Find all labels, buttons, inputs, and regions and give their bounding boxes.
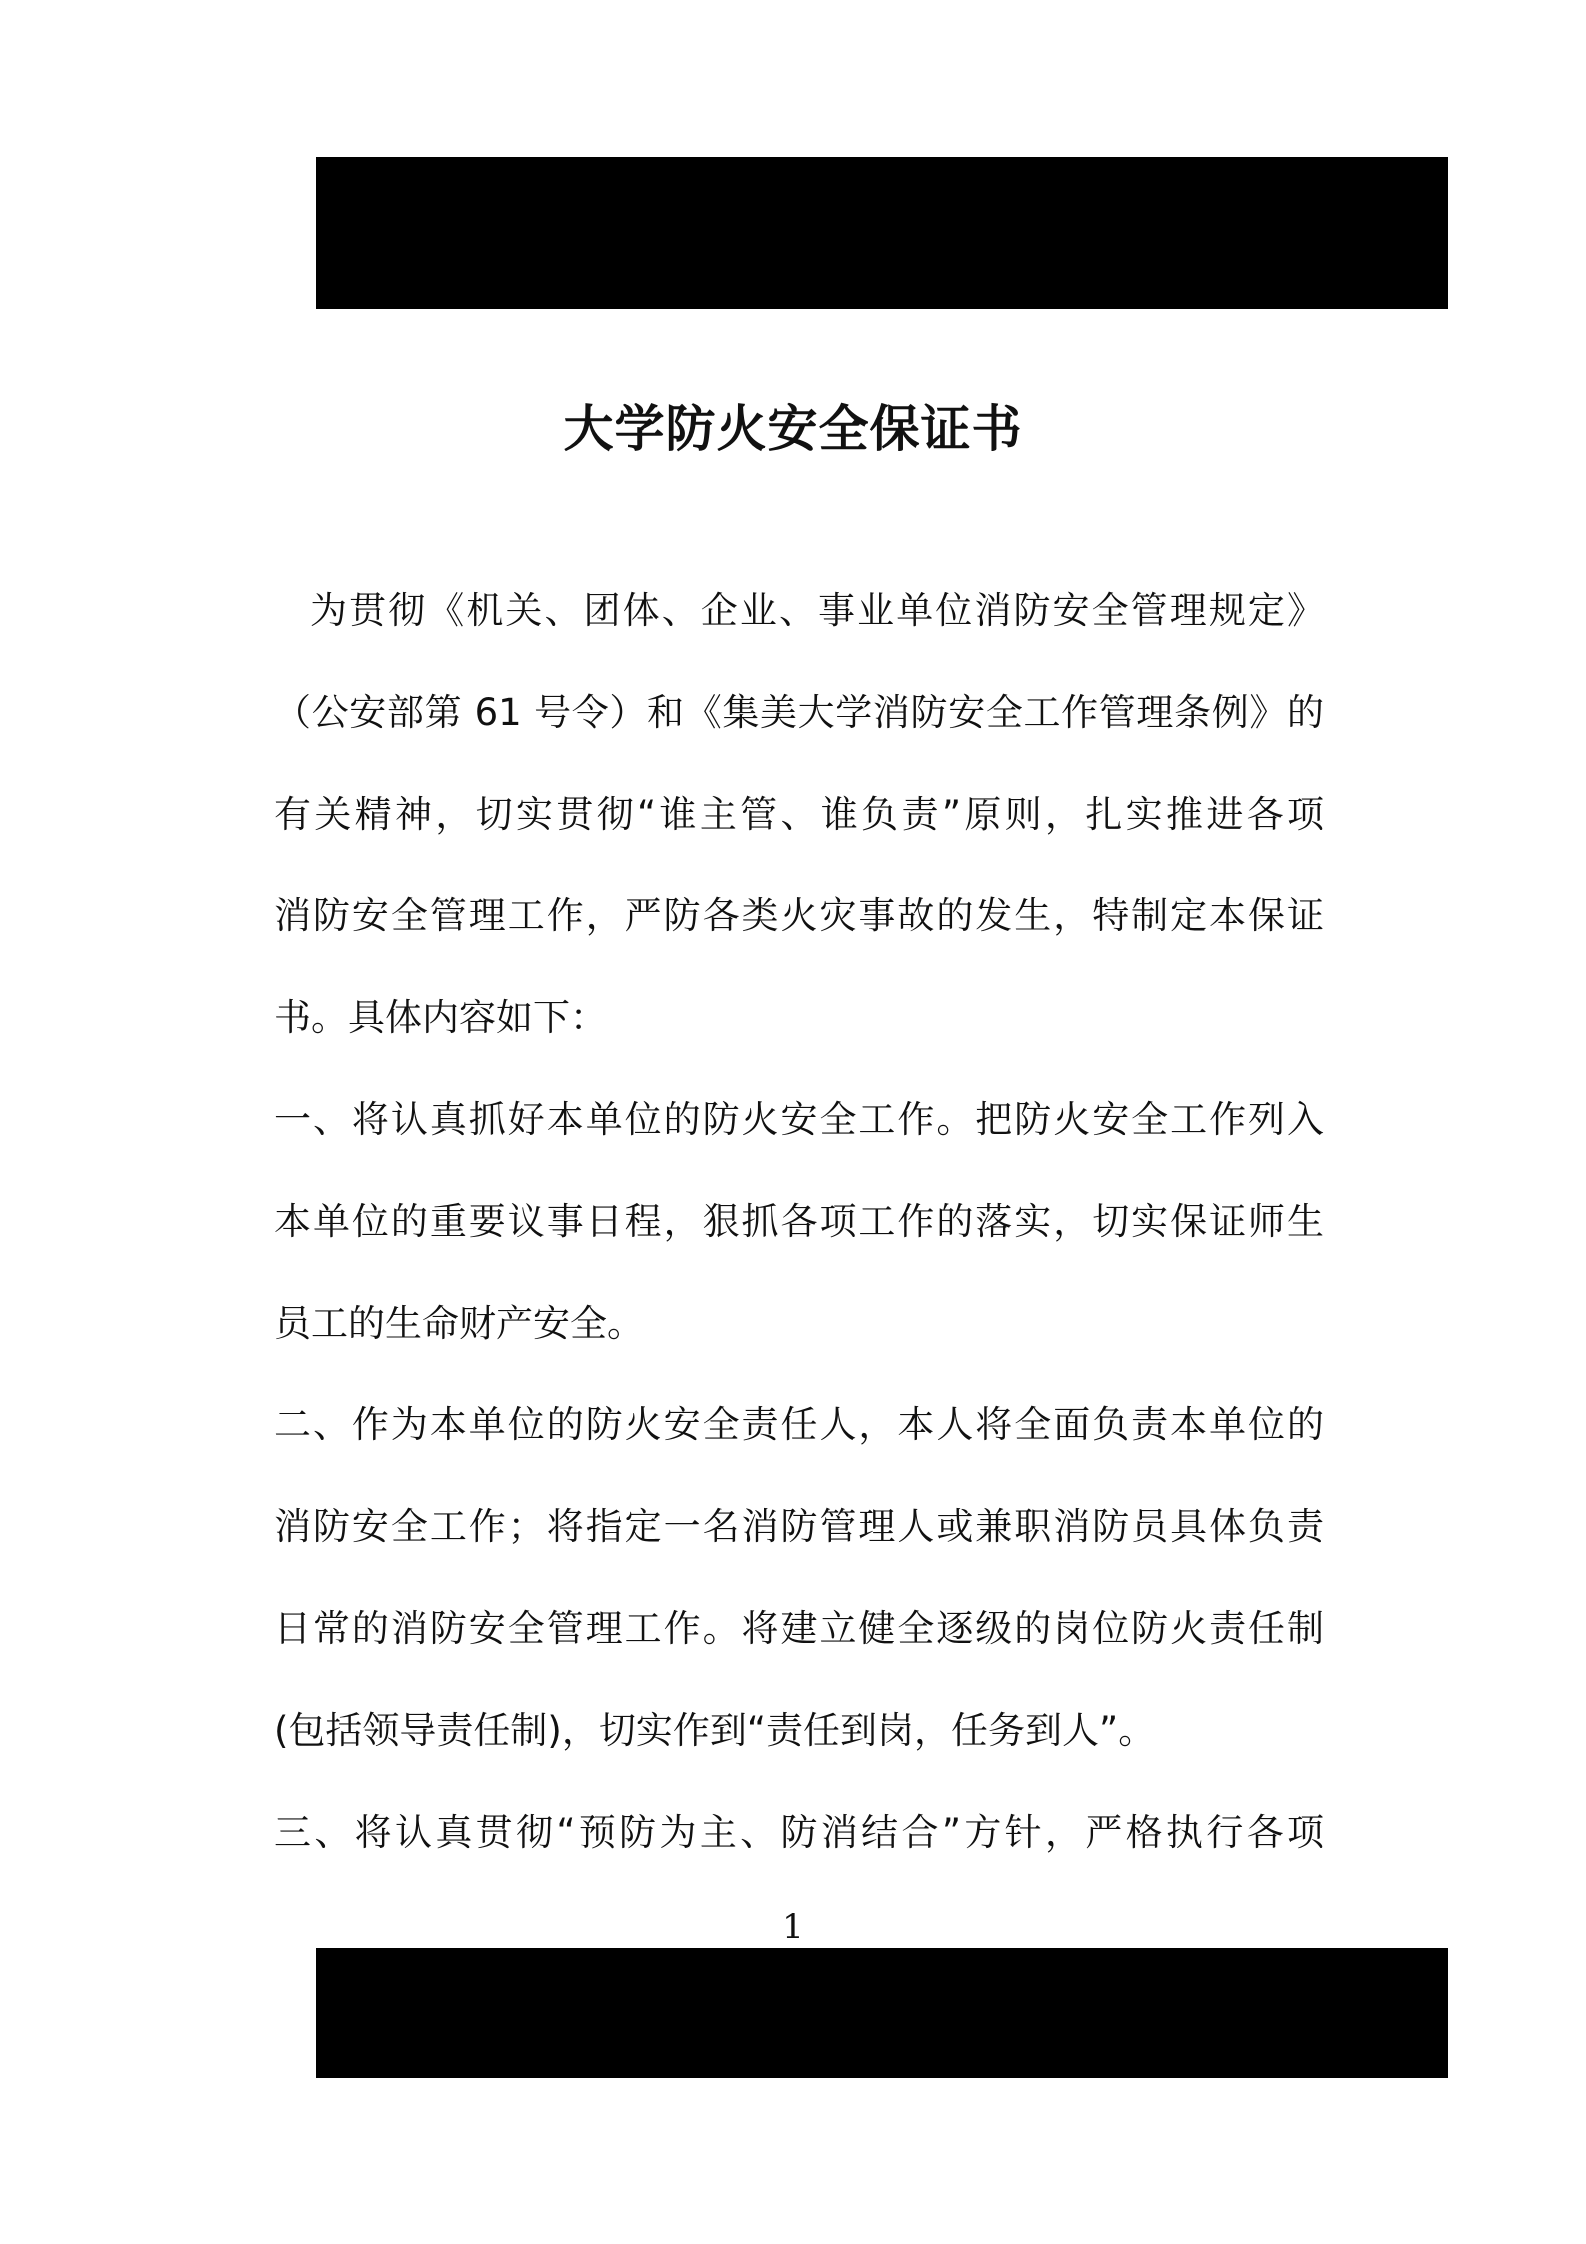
- body-line: 为贯彻《机关、团体、企业、事业单位消防安全管理规定》: [310, 589, 1324, 632]
- body-line: （公安部第 61 号令）和《集美大学消防安全工作管理条例》的: [274, 690, 1324, 734]
- redaction-bar-top: [316, 157, 1448, 309]
- body-line: 消防安全管理工作，严防各类火灾事故的发生，特制定本保证: [274, 894, 1324, 938]
- body-line: 三、将认真贯彻“预防为主、防消结合”方针，严格执行各项: [274, 1810, 1324, 1854]
- body-line: 本单位的重要议事日程，狠抓各项工作的落实，切实保证师生: [274, 1199, 1324, 1243]
- body-line: 一、将认真抓好本单位的防火安全工作。把防火安全工作列入: [274, 1097, 1324, 1141]
- page-number: 1: [782, 1907, 804, 1947]
- document-title: 大学防火安全保证书: [563, 399, 1023, 458]
- body-line: 消防安全工作；将指定一名消防管理人或兼职消防员具体负责: [274, 1505, 1324, 1549]
- body-line: 有关精神，切实贯彻“谁主管、谁负责”原则，扎实推进各项: [274, 792, 1324, 836]
- body-line: (包括领导责任制)，切实作到“责任到岗，任务到人”。: [274, 1708, 1156, 1752]
- document-body: [274, 560, 1324, 1883]
- body-line: 书。具体内容如下：: [274, 996, 607, 1040]
- body-line: 日常的消防安全管理工作。将建立健全逐级的岗位防火责任制: [274, 1606, 1324, 1650]
- redaction-bar-bottom: [316, 1948, 1448, 2078]
- body-line: 二、作为本单位的防火安全责任人，本人将全面负责本单位的: [274, 1403, 1324, 1447]
- body-line: 员工的生命财产安全。: [274, 1301, 644, 1345]
